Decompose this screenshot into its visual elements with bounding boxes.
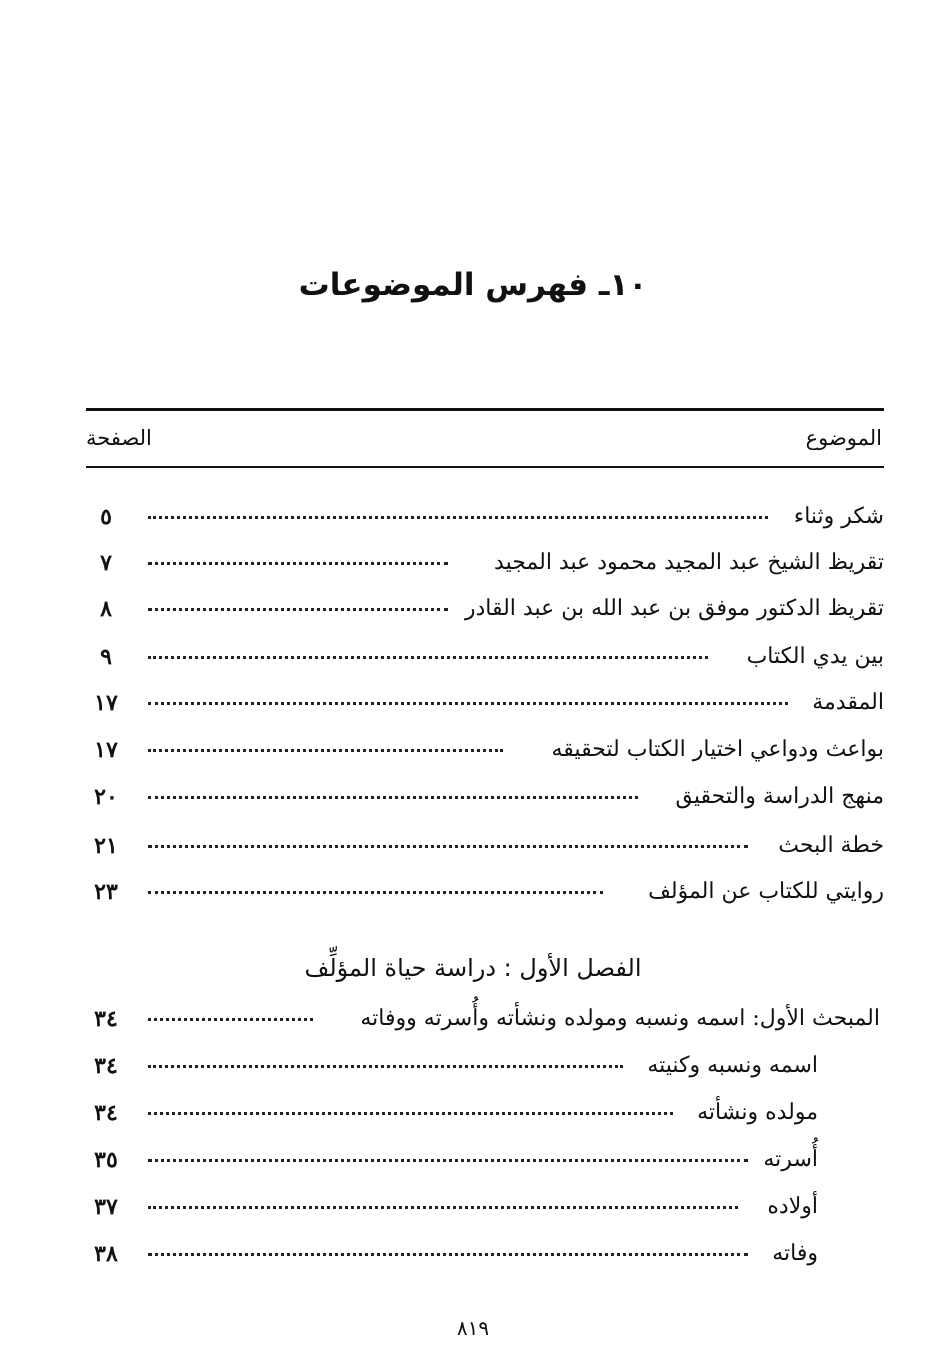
toc-entry [0, 996, 880, 1042]
toc-entry-page: ٢٠ [94, 784, 118, 810]
header-top-rule [86, 408, 884, 411]
toc-entry-title: منهج الدراسة والتحقيق [675, 784, 884, 809]
toc-entry-title: المبحث الأول: اسمه ونسبه ومولده ونشأته وأُسرته ووفاته [360, 1006, 880, 1031]
page-column-header: الصفحة [86, 426, 152, 450]
toc-entry-title: بواعث ودواعي اختيار الكتاب لتحقيقه [551, 737, 884, 762]
leader-dots [148, 516, 768, 519]
toc-entry-title: شكر وثناء [793, 504, 884, 529]
toc-entry-page: ١٧ [94, 737, 118, 763]
leader-dots [148, 702, 788, 705]
toc-entry [0, 823, 884, 869]
leader-dots [148, 608, 448, 611]
toc-entry-page: ٢١ [94, 833, 118, 859]
leader-dots [148, 796, 638, 799]
toc-entry-page: ٣٤ [94, 1100, 118, 1126]
leader-dots [148, 1065, 623, 1068]
toc-entry [0, 774, 884, 820]
toc-entry-title: المقدمة [812, 690, 884, 715]
toc-entry-title: أولاده [767, 1194, 818, 1219]
toc-entry [0, 1090, 818, 1136]
toc-entry-page: ٣٧ [94, 1194, 118, 1220]
toc-entry [0, 1137, 818, 1183]
toc-entry [0, 634, 884, 680]
leader-dots [148, 656, 708, 659]
leader-dots [148, 891, 603, 894]
toc-entry [0, 586, 884, 632]
toc-entry-page: ١٧ [94, 690, 118, 716]
toc-entry-title: مولده ونشأته [697, 1100, 818, 1125]
toc-entry-page: ٧ [100, 550, 112, 576]
leader-dots [148, 1018, 313, 1021]
toc-entry [0, 1184, 818, 1230]
toc-entry-page: ٨ [100, 596, 112, 622]
toc-entry-title: اسمه ونسبه وكنيته [647, 1053, 818, 1078]
toc-entry-title: تقريظ الدكتور موفق بن عبد الله بن عبد القادر [464, 596, 884, 621]
toc-entry [0, 494, 884, 540]
leader-dots [148, 749, 503, 752]
toc-entry-title: روايتي للكتاب عن المؤلف [648, 879, 884, 904]
toc-entry-page: ٣٤ [94, 1053, 118, 1079]
toc-entry-page: ٣٥ [94, 1147, 118, 1173]
leader-dots [148, 1112, 673, 1115]
toc-entry-title: وفاته [772, 1241, 818, 1266]
leader-dots [148, 1159, 748, 1162]
leader-dots [148, 562, 448, 565]
toc-entry-page: ٥ [100, 504, 112, 530]
toc-entry-title: تقريظ الشيخ عبد المجيد محمود عبد المجيد [494, 550, 884, 575]
toc-entry [0, 680, 884, 726]
topic-column-header: الموضوع [805, 426, 882, 450]
toc-entry [0, 869, 884, 915]
toc-entry-title: بين يدي الكتاب [746, 644, 884, 669]
toc-entry-page: ٣٤ [94, 1006, 118, 1032]
toc-entry-page: ٣٨ [94, 1241, 118, 1267]
toc-entry-title: خطة البحث [778, 833, 884, 858]
leader-dots [148, 845, 748, 848]
toc-entry-page: ٩ [100, 644, 112, 670]
page-title: ١٠ـ فهرس الموضوعات [298, 267, 648, 303]
leader-dots [148, 1253, 748, 1256]
toc-entry-title: أُسرته [763, 1147, 818, 1172]
toc-entry [0, 727, 884, 773]
header-bottom-rule [86, 466, 884, 468]
page-number: ٨١٩ [456, 1316, 490, 1340]
chapter-heading: الفصل الأول : دراسة حياة المؤلِّف [304, 954, 642, 982]
leader-dots [148, 1206, 738, 1209]
toc-entry [0, 540, 884, 586]
toc-entry [0, 1231, 818, 1277]
toc-entry [0, 1043, 818, 1089]
toc-entry-page: ٢٣ [94, 879, 118, 905]
